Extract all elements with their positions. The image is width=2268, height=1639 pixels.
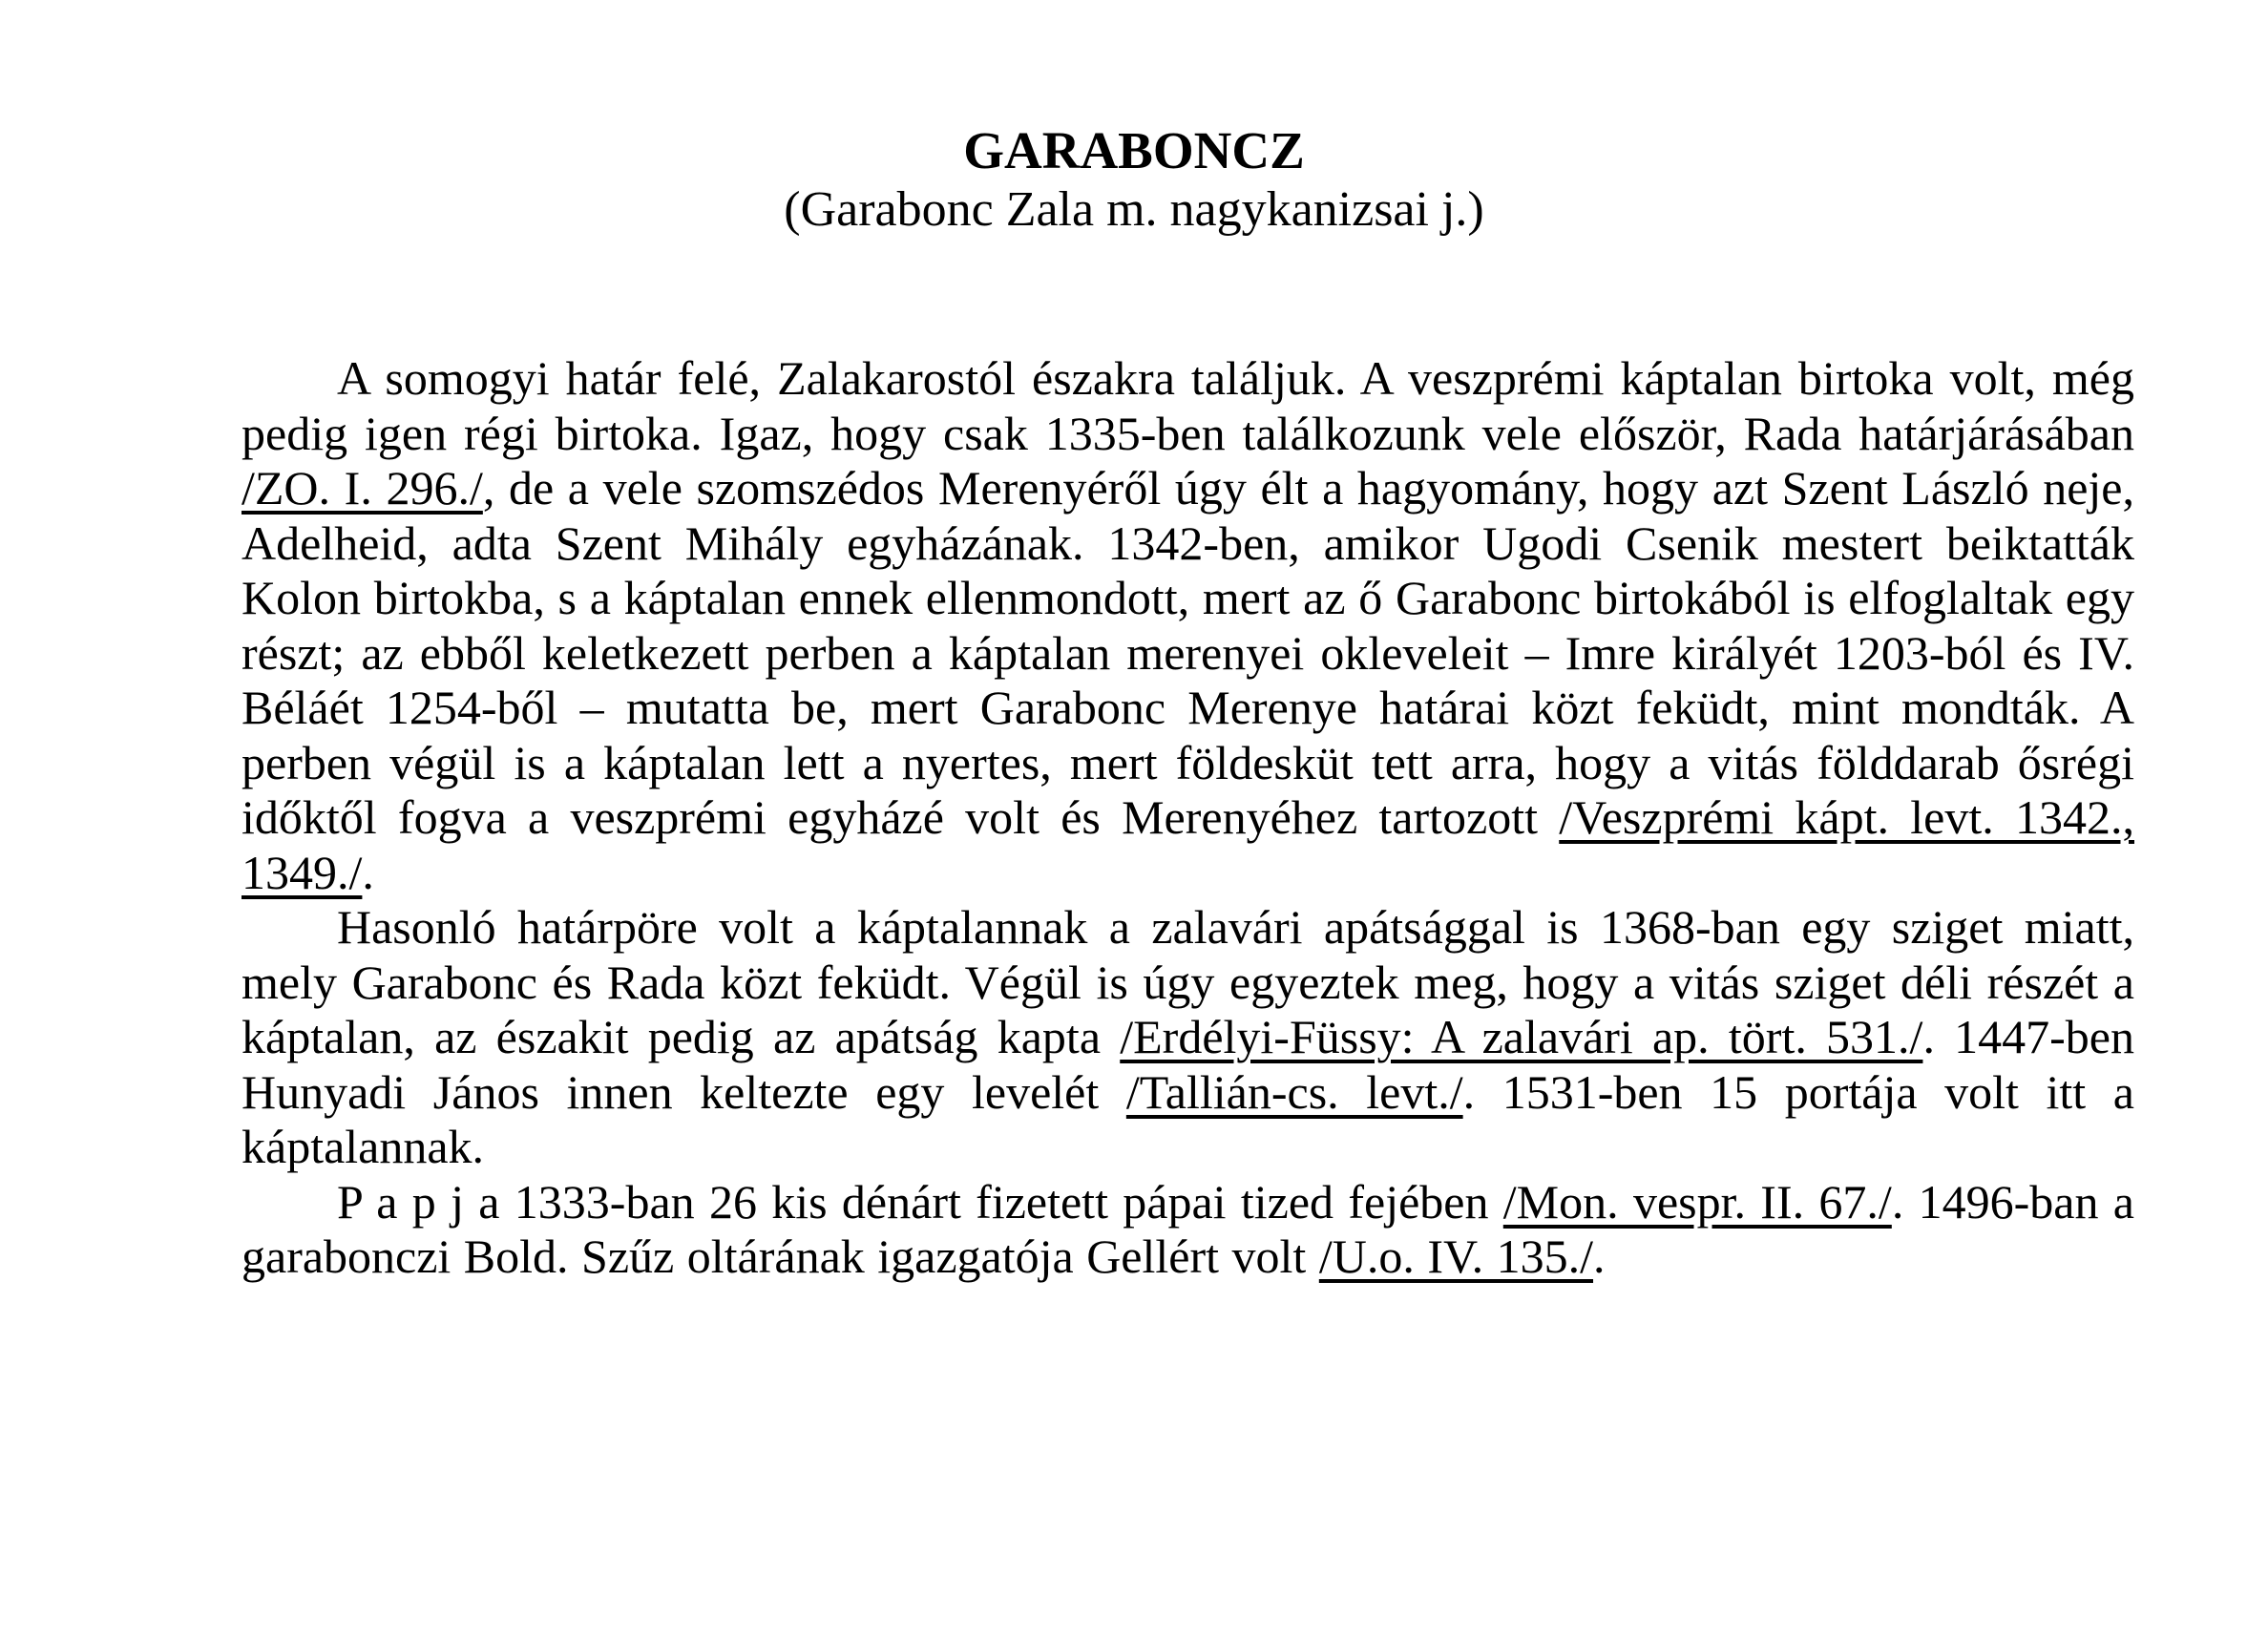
body-text: . 1531-ben 15 portája volt itt a káptalannak. — [242, 1064, 2134, 1173]
body-text: P a p j a 1333-ban 26 kis dénárt fizetett pápai tized fejében — [337, 1174, 1503, 1229]
document-title: GARABONCZ — [963, 121, 1305, 179]
archival-reference: /Tallián-cs. levt./ — [1125, 1064, 1463, 1119]
paragraph — [242, 900, 2134, 1175]
document-body — [242, 351, 2134, 1285]
archival-reference: /Erdélyi-Füssy: A zalavári ap. tört. 531./ — [1120, 1010, 1923, 1063]
body-text: . — [362, 845, 374, 899]
body-text: Hasonló határpöre volt a káptalannak a zalavári apátsággal is 1368-ban egy sziget miatt, mely Garabonc és Rada közt feküdt. Végül is úgy egyeztek meg, hogy a vitás sziget déli részét a káptalan, az északit pedig az apátság kapta — [242, 900, 2134, 1063]
document-subtitle: (Garabonc Zala m. nagykanizsai j.) — [784, 182, 1484, 237]
archival-reference: /Mon. vespr. II. 67./ — [1502, 1174, 1892, 1229]
paragraph — [242, 351, 2134, 900]
body-text: . 1447-ben Hunyadi János innen keltezte egy levelét — [242, 1010, 2134, 1119]
body-text: . 1496-ban a garabonczi Bold. Szűz oltárának igazgatója Gellért volt — [242, 1174, 2134, 1283]
paragraph — [242, 1175, 2134, 1285]
document-header — [0, 0, 2268, 239]
body-text: , de a vele szomszédos Merenyéről úgy élt a hagyomány, hogy azt Szent László neje, Adelheid, adta Szent Mihály egyházának. 1342-ben, amikor Ugodi Csenik mestert beiktatták Kolon birtokba, s a káptalan ennek ellenmondott, mert az ő Garabonc birtokából is elfoglaltak egy részt; az ebből keletkezett perben a káptalan merenyei okleveleit – Imre királyét 1203-ból és IV. Béláét 1254-ből – mutatta be, mert Garabonc Merenye határai közt feküdt, mint mondták. A perben végül is a káptalan lett a nyertes, mert földesküt tett arra, hogy a vitás földdarab ősrégi időktől fogva a veszprémi egyházé volt és Merenyéhez tartozott — [242, 461, 2134, 844]
archival-reference: /ZO. I. 296./ — [242, 461, 483, 515]
body-text: . — [1593, 1229, 1606, 1283]
archival-reference: /U.o. IV. 135./ — [1318, 1229, 1594, 1283]
archival-reference: /Veszprémi kápt. levt. 1342., 1349./ — [242, 790, 2134, 899]
body-text: A somogyi határ felé, Zalakarostól északra találjuk. A veszprémi káptalan birtoka volt, még pedig igen régi birtoka. Igaz, hogy csak 1335-ben találkozunk vele először, Rada határjárásában — [242, 351, 2134, 460]
